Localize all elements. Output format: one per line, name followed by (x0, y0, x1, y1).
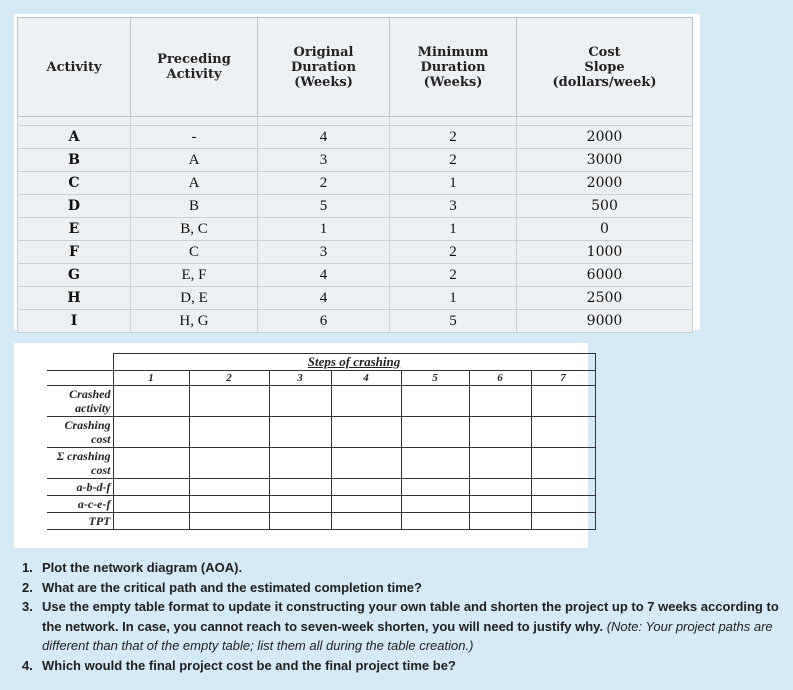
step-1: 1 (113, 371, 189, 386)
table-row (18, 149, 693, 172)
crashing-cell[interactable] (531, 496, 595, 513)
crashing-cell[interactable] (269, 386, 331, 417)
table-row (18, 195, 693, 218)
step-4: 4 (331, 371, 401, 386)
crashing-cell[interactable] (113, 496, 189, 513)
crashing-cell[interactable] (269, 496, 331, 513)
step-2: 2 (189, 371, 269, 386)
crashing-row-label: TPT (47, 513, 113, 530)
header-preceding: Preceding Activity (131, 18, 258, 117)
crashing-cell[interactable] (469, 479, 531, 496)
crashing-table-panel (14, 343, 588, 548)
question-list (22, 558, 782, 675)
crashing-cell[interactable] (189, 513, 269, 530)
table-row (18, 126, 693, 149)
cost-slope-cell: 6000 (517, 264, 693, 287)
crashing-row (47, 448, 595, 479)
crashing-cell[interactable] (331, 496, 401, 513)
crashing-cell[interactable] (331, 479, 401, 496)
question-item (22, 656, 782, 676)
crashing-cell[interactable] (269, 417, 331, 448)
crashing-cell[interactable] (189, 448, 269, 479)
preceding-cell: B (131, 195, 258, 218)
cost-slope-cell: 9000 (517, 310, 693, 333)
table-row (18, 172, 693, 195)
question-item (22, 597, 782, 656)
crashing-cell[interactable] (401, 513, 469, 530)
crashing-row (47, 513, 595, 530)
crashing-cell[interactable] (269, 448, 331, 479)
question-text: What are the critical path and the estimated completion time? (42, 579, 422, 595)
crashing-row-label: a-b-d-f (47, 479, 113, 496)
cost-slope-cell: 2000 (517, 126, 693, 149)
step-6: 6 (469, 371, 531, 386)
question-note: (Note: Your project paths are different than that of the empty table; list them all during the table creation.) (42, 618, 773, 653)
crashing-cell[interactable] (531, 448, 595, 479)
crashing-cell[interactable] (331, 386, 401, 417)
activity-cell: A (18, 126, 131, 149)
activity-cell: F (18, 241, 131, 264)
crashing-cell[interactable] (531, 386, 595, 417)
question-text: Plot the network diagram (AOA). (42, 560, 243, 575)
crashing-cell[interactable] (469, 513, 531, 530)
table-row (18, 264, 693, 287)
crashing-row-label: Crashing cost (47, 417, 113, 448)
minimum-duration-cell: 2 (390, 126, 517, 149)
crashing-cell[interactable] (189, 417, 269, 448)
preceding-cell: D, E (131, 287, 258, 310)
crashing-cell[interactable] (189, 479, 269, 496)
activity-cell: D (18, 195, 131, 218)
crashing-row (47, 386, 595, 417)
question-item (22, 578, 782, 598)
crashing-cell[interactable] (401, 496, 469, 513)
preceding-cell: H, G (131, 310, 258, 333)
question-number: 1. (22, 560, 33, 575)
original-duration-cell: 6 (258, 310, 390, 333)
header-original-duration: Original Duration (Weeks) (258, 18, 390, 117)
activity-cell: B (18, 149, 131, 172)
table-row (18, 241, 693, 264)
crashing-row-label: a-c-e-f (47, 496, 113, 513)
activity-cell: E (18, 218, 131, 241)
crashing-cell[interactable] (113, 448, 189, 479)
crashing-title-row (47, 354, 595, 371)
crashing-cell[interactable] (269, 479, 331, 496)
header-activity: Activity (18, 18, 131, 117)
cost-slope-cell: 500 (517, 195, 693, 218)
original-duration-cell: 3 (258, 149, 390, 172)
activity-cell: I (18, 310, 131, 333)
preceding-cell: E, F (131, 264, 258, 287)
crashing-row (47, 417, 595, 448)
minimum-duration-cell: 5 (390, 310, 517, 333)
crashing-title: Steps of crashing (113, 354, 595, 371)
step-5: 5 (401, 371, 469, 386)
original-duration-cell: 4 (258, 287, 390, 310)
minimum-duration-cell: 2 (390, 241, 517, 264)
step-3: 3 (269, 371, 331, 386)
preceding-cell: C (131, 241, 258, 264)
crashing-cell[interactable] (113, 513, 189, 530)
table-row (18, 310, 693, 333)
crashing-cell[interactable] (189, 386, 269, 417)
crashing-cell[interactable] (113, 386, 189, 417)
activity-table-panel (14, 14, 700, 330)
crashing-row-label: Σ crashing cost (47, 448, 113, 479)
preceding-cell: A (131, 149, 258, 172)
header-minimum-duration: Minimum Duration (Weeks) (390, 18, 517, 117)
crashing-cell[interactable] (113, 479, 189, 496)
crashing-cell[interactable] (401, 479, 469, 496)
original-duration-cell: 4 (258, 126, 390, 149)
crashing-cell[interactable] (189, 496, 269, 513)
crashing-steps-row (47, 371, 595, 386)
original-duration-cell: 1 (258, 218, 390, 241)
crashing-cell[interactable] (269, 513, 331, 530)
minimum-duration-cell: 3 (390, 195, 517, 218)
original-duration-cell: 3 (258, 241, 390, 264)
crashing-cell[interactable] (531, 479, 595, 496)
minimum-duration-cell: 2 (390, 264, 517, 287)
preceding-cell: A (131, 172, 258, 195)
question-text: Use the empty table format to update it constructing your own table and shorten the project up to 7 weeks according to the network. In case, you cannot reach to seven-week shorten, you will need to justify why. (42, 599, 779, 634)
minimum-duration-cell: 1 (390, 218, 517, 241)
minimum-duration-cell: 2 (390, 149, 517, 172)
crashing-cell[interactable] (331, 448, 401, 479)
preceding-cell: B, C (131, 218, 258, 241)
cost-slope-cell: 2000 (517, 172, 693, 195)
crashing-cell[interactable] (531, 417, 595, 448)
question-number: 3. (22, 599, 33, 614)
crashing-row (47, 479, 595, 496)
cost-slope-cell: 1000 (517, 241, 693, 264)
crashing-cell[interactable] (531, 513, 595, 530)
step-7: 7 (531, 371, 595, 386)
question-text: Which would the final project cost be and the final project time be? (42, 657, 456, 673)
original-duration-cell: 2 (258, 172, 390, 195)
question-item (22, 558, 782, 578)
cost-slope-cell: 3000 (517, 149, 693, 172)
crashing-cell[interactable] (401, 386, 469, 417)
original-duration-cell: 5 (258, 195, 390, 218)
table-row (18, 218, 693, 241)
table-spacer (18, 117, 693, 126)
crashing-cell[interactable] (331, 417, 401, 448)
crashing-row-label: Crashed activity (47, 386, 113, 417)
crashing-cell[interactable] (401, 417, 469, 448)
original-duration-cell: 4 (258, 264, 390, 287)
crashing-cell[interactable] (113, 417, 189, 448)
minimum-duration-cell: 1 (390, 287, 517, 310)
crashing-cell[interactable] (469, 448, 531, 479)
crashing-cell[interactable] (331, 513, 401, 530)
preceding-cell: - (131, 126, 258, 149)
activity-table (17, 17, 693, 333)
crashing-cell[interactable] (469, 386, 531, 417)
crashing-cell[interactable] (401, 448, 469, 479)
cost-slope-cell: 0 (517, 218, 693, 241)
crashing-cell[interactable] (469, 417, 531, 448)
activity-table-header (18, 18, 693, 117)
activity-cell: H (18, 287, 131, 310)
activity-cell: C (18, 172, 131, 195)
table-row (18, 287, 693, 310)
minimum-duration-cell: 1 (390, 172, 517, 195)
crashing-cell[interactable] (469, 496, 531, 513)
header-cost-slope: Cost Slope (dollars/week) (517, 18, 693, 117)
question-number: 2. (22, 579, 33, 595)
question-number: 4. (22, 657, 33, 673)
crashing-row (47, 496, 595, 513)
activity-cell: G (18, 264, 131, 287)
cost-slope-cell: 2500 (517, 287, 693, 310)
crashing-table (47, 353, 596, 530)
